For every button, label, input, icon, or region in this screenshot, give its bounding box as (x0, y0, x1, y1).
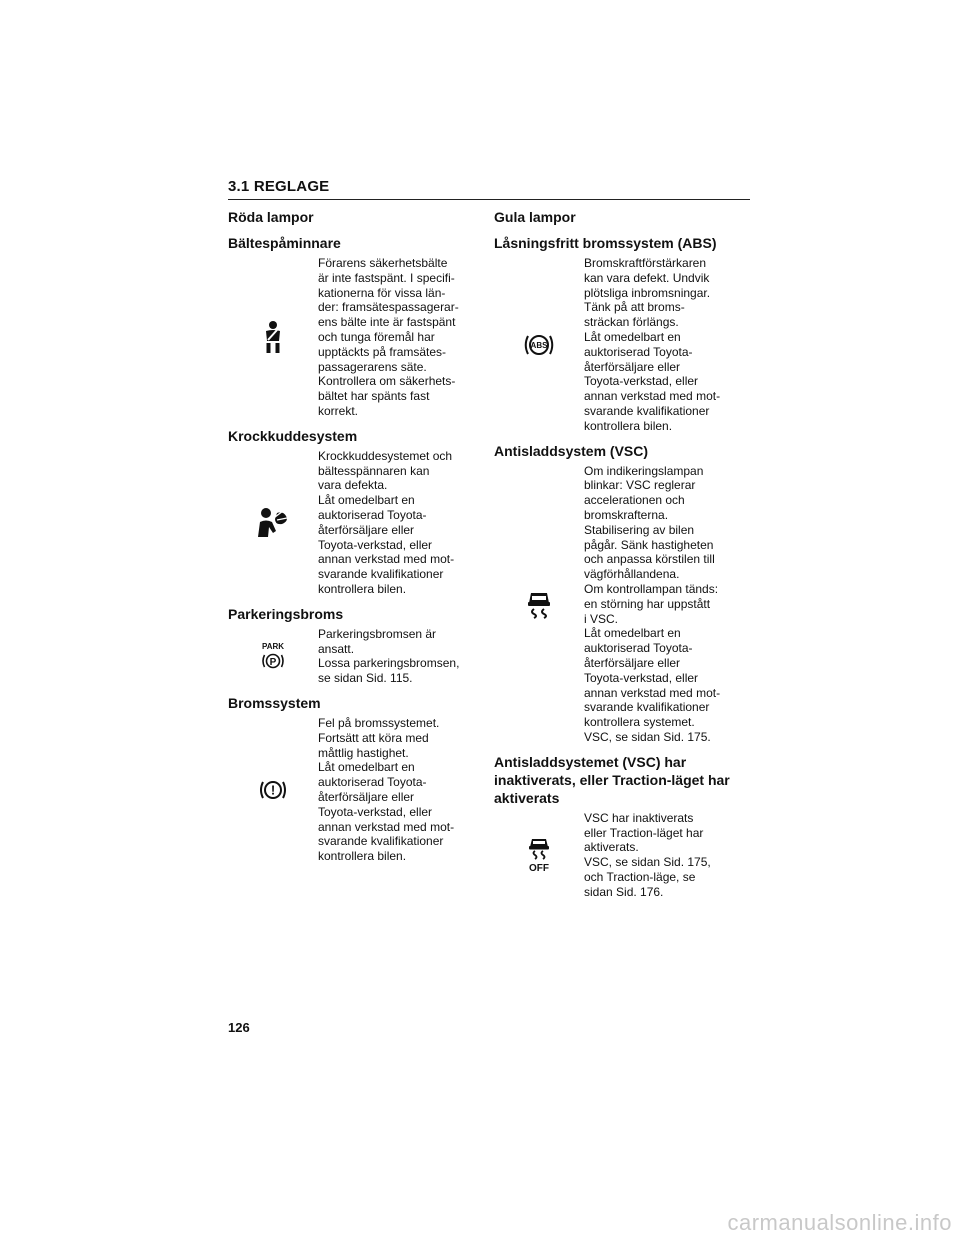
airbag-icon-cell (228, 449, 318, 597)
seatbelt-description: Förarens säkerhetsbälte är inte fastspänt. I specifi- kationerna för vissa län- der: framsätespassagerar- ens bälte inte är fastspänt och tunga föremål har upptäckts på framsätes- passagerarens säte. Kontrollera om säkerhets- bältet har spänts fast korrekt. (318, 256, 459, 418)
vsc-icon (526, 589, 552, 619)
brake-system-icon (258, 777, 288, 803)
vsc-off-title: Antisladdsystemet (VSC) har inaktiverats, eller Traction-läget har aktiverats (494, 753, 730, 806)
parking-brake-icon-letter: P (269, 657, 277, 669)
seatbelt-title: Bältespåminnare (228, 235, 341, 251)
abs-description: Bromskraftförstärkaren kan vara defekt. Undvik plötsliga inbromsningar. Tänk på att broms- sträckan förlängs. Låt omedelbart en auktoriserad Toyota- återförsäljare eller Toyota-verkstad, eller annan verkstad med mot- svarande kvalifikationer kontrollera bilen. (584, 256, 721, 433)
airbag-title: Krockkuddesystem (228, 427, 358, 444)
yellow-lamps-column (494, 208, 749, 907)
vsc-entry (494, 464, 749, 745)
airbag-entry (228, 449, 483, 597)
seatbelt-icon (262, 320, 284, 354)
seatbelt-icon-cell (228, 256, 318, 419)
parking-brake-description: Parkeringsbromsen är ansatt. Lossa parkeringsbromsen, se sidan Sid. 115. (318, 626, 460, 686)
yellow-lamps-title: Gula lampor (494, 209, 576, 225)
airbag-icon (256, 507, 290, 539)
vsc-off-icon (526, 837, 552, 873)
parking-brake-icon (259, 641, 287, 671)
brake-system-title: Bromssystem (228, 694, 321, 711)
watermark: carmanualsonline.info (727, 1210, 952, 1235)
vsc-title: Antisladdsystem (VSC) (494, 442, 649, 459)
vsc-icon-cell (494, 464, 584, 745)
brake-system-icon-cell (228, 716, 318, 864)
brake-system-entry (228, 716, 483, 864)
parking-brake-title: Parkeringsbroms (228, 605, 344, 622)
parking-brake-entry (228, 627, 483, 686)
page-number: 126 (228, 1020, 250, 1035)
seatbelt-entry (228, 256, 483, 419)
vsc-off-entry (494, 811, 749, 900)
parking-brake-icon-label: PARK (261, 642, 285, 652)
brake-system-icon-letter: ! (270, 782, 276, 798)
abs-icon-label: ABS (530, 340, 548, 350)
abs-entry (494, 256, 749, 434)
red-lamps-column (228, 208, 483, 872)
vsc-off-icon-label: OFF (529, 863, 549, 874)
abs-icon (522, 332, 556, 358)
vsc-off-description: VSC har inaktiverats eller Traction-läget har aktiverats. VSC, se sidan Sid. 175, och Traction-läge, se sidan Sid. 176. (584, 810, 711, 899)
vsc-description: Om indikeringslampan blinkar: VSC reglerar accelerationen och bromskrafterna. Stabilisering av bilen pågår. Sänk hastigheten och anpassa körstilen till vägförhållandena. Om kontrollampan tänds: en störning har uppstått i VSC. Låt omedelbart en auktoriserad Toyota- återförsäljare eller Toyota-verkstad, eller annan verkstad med mot- svarande kvalifikationer kontrollera systemet. VSC, se sidan Sid. 175. (584, 463, 721, 744)
vsc-off-icon-cell (494, 811, 584, 900)
brake-system-description: Fel på bromssystemet. Fortsätt att köra med måttlig hastighet. Låt omedelbart en auktoriserad Toyota- återförsäljare eller Toyota-verkstad, eller annan verkstad med mot- svarande kvalifikationer kontrollera bilen. (318, 715, 455, 864)
abs-title: Låsningsfritt bromssystem (ABS) (494, 235, 717, 251)
parking-brake-icon-cell (228, 627, 318, 686)
red-lamps-title: Röda lampor (228, 209, 314, 225)
section-header: 3.1 REGLAGE (228, 178, 750, 200)
airbag-description: Krockkuddesystemet och bältesspännaren kan vara defekta. Låt omedelbart en auktoriserad Toyota- återförsäljare eller Toyota-verkstad, eller annan verkstad med mot- svarande kvalifikationer kontrollera bilen. (318, 448, 455, 596)
abs-icon-cell (494, 256, 584, 434)
